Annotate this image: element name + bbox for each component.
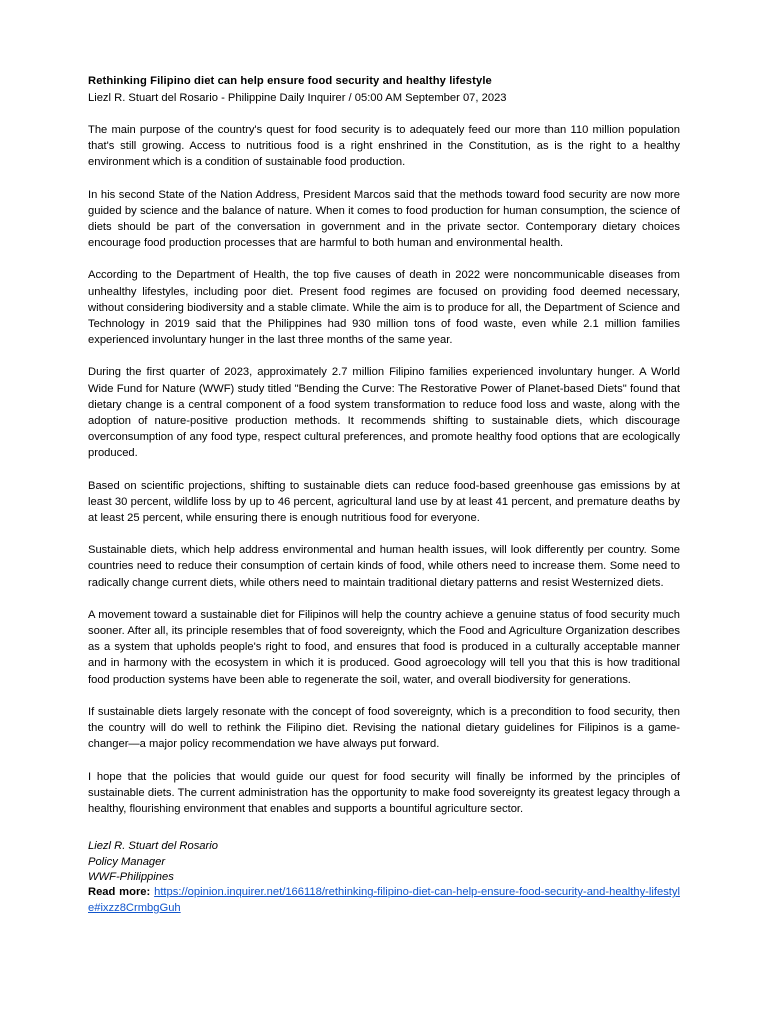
paragraph: If sustainable diets largely resonate with the concept of food sovereignty, which is a precondition to food security, then the country will do well to rethink the Filipino diet. Revising the national dietary guidelines for Filipinos is a game-changer—a major policy recommendation we have always put forward. xyxy=(88,705,680,751)
spacer xyxy=(88,817,680,839)
paragraph: I hope that the policies that would guide our quest for food security will finally be informed by the principles of sustainable diets. The current administration has the opportunity to make food sovereignty its greatest legacy through a healthy, flourishing environment that enables and supports a bountiful agriculture sector. xyxy=(88,770,680,815)
paragraph: During the first quarter of 2023, approximately 2.7 million Filipino families experienced involuntary hunger. A World Wide Fund for Nature (WWF) study titled "Bending the Curve: The Restorative Power of Planet-based Diets" found that dietary change is a central component of a food system transformation to reduce food loss and waste, along with the adoption of nature-positive production methods. It recommends shifting to sustainable diets, which discourage overconsumption of any food type, respect cultural preferences, and promote healthy food options that are ecologically produced. xyxy=(88,366,680,460)
document-body xyxy=(88,74,680,916)
spacer xyxy=(88,348,680,364)
page-title: Rethinking Filipino diet can help ensure food security and healthy lifestyle xyxy=(88,75,492,87)
spacer xyxy=(88,462,680,478)
signature-role: Policy Manager xyxy=(88,855,166,868)
spacer xyxy=(88,526,680,542)
spacer xyxy=(88,753,680,769)
spacer xyxy=(88,251,680,267)
paragraph: In his second State of the Nation Address, President Marcos said that the methods toward food security are now more guided by science and the balance of nature. When it comes to food production for human consumption, the science of diets should be part of the conversation in government and in the private sector. Contemporary dietary choices encourage food production processes that are harmful to both human and environmental health. xyxy=(88,188,680,250)
read-more-label: Read more: xyxy=(88,886,151,899)
spacer xyxy=(88,591,680,607)
read-more-link[interactable]: https://opinion.inquirer.net/166118/rethinking-filipino-diet-can-help-ensure-food-security-and-healthy-lifestyle#ixzz8CrmbgGuh xyxy=(88,886,680,914)
read-more-line xyxy=(88,885,680,916)
byline: Liezl R. Stuart del Rosario - Philippine Daily Inquirer / 05:00 AM September 07, 2023 xyxy=(88,91,507,104)
paragraph: Based on scientific projections, shifting to sustainable diets can reduce food-based greenhouse gas emissions by at least 30 percent, wildlife loss by up to 46 percent, agricultural land use by at least 41 percent, and premature deaths by at least 25 percent, while ensuring there is enough nutritious food for everyone. xyxy=(88,479,680,525)
signature-organization: WWF-Philippines xyxy=(88,870,174,883)
paragraph: A movement toward a sustainable diet for Filipinos will help the country achieve a genuine status of food security much sooner. After all, its principle resembles that of food sovereignty, which the Food and Agriculture Organization describes as a system that upholds people's right to food, and ensures that food is produced in a culturally acceptable manner and in harmony with the ecosystem in which it is produced. Good agroecology will tell you that this is how traditional food production systems have been able to regenerate the soil, water, and overall biodiversity for generations. xyxy=(88,608,680,686)
spacer xyxy=(88,106,680,122)
paragraph: According to the Department of Health, the top five causes of death in 2022 were noncommunicable diseases from unhealthy lifestyles, including poor diet. Present food regimes are focused on providing food deemed necessary, without considering biodiversity and a stable climate. While the aim is to produce for all, the Department of Science and Technology in 2019 said that the Philippines had 930 million tons of food waste, even while 2.1 million families experienced involuntary hunger in the last three months of the same year. xyxy=(88,269,680,347)
spacer xyxy=(88,171,680,187)
paragraph: The main purpose of the country's quest for food security is to adequately feed our more than 110 million population that's still growing. Access to nutritious food is a right enshrined in the Constitution, as is the right to a healthy environment which is a condition of sustainable food production. xyxy=(88,124,680,169)
spacer xyxy=(88,688,680,704)
paragraph: Sustainable diets, which help address environmental and human health issues, will look differently per country. Some countries need to reduce their consumption of certain kinds of food, while others need to increase them. Some need to radically change current diets, while others need to maintain traditional dietary patterns and resist Westernized diets. xyxy=(88,544,680,589)
signature-name: Liezl R. Stuart del Rosario xyxy=(88,840,218,853)
